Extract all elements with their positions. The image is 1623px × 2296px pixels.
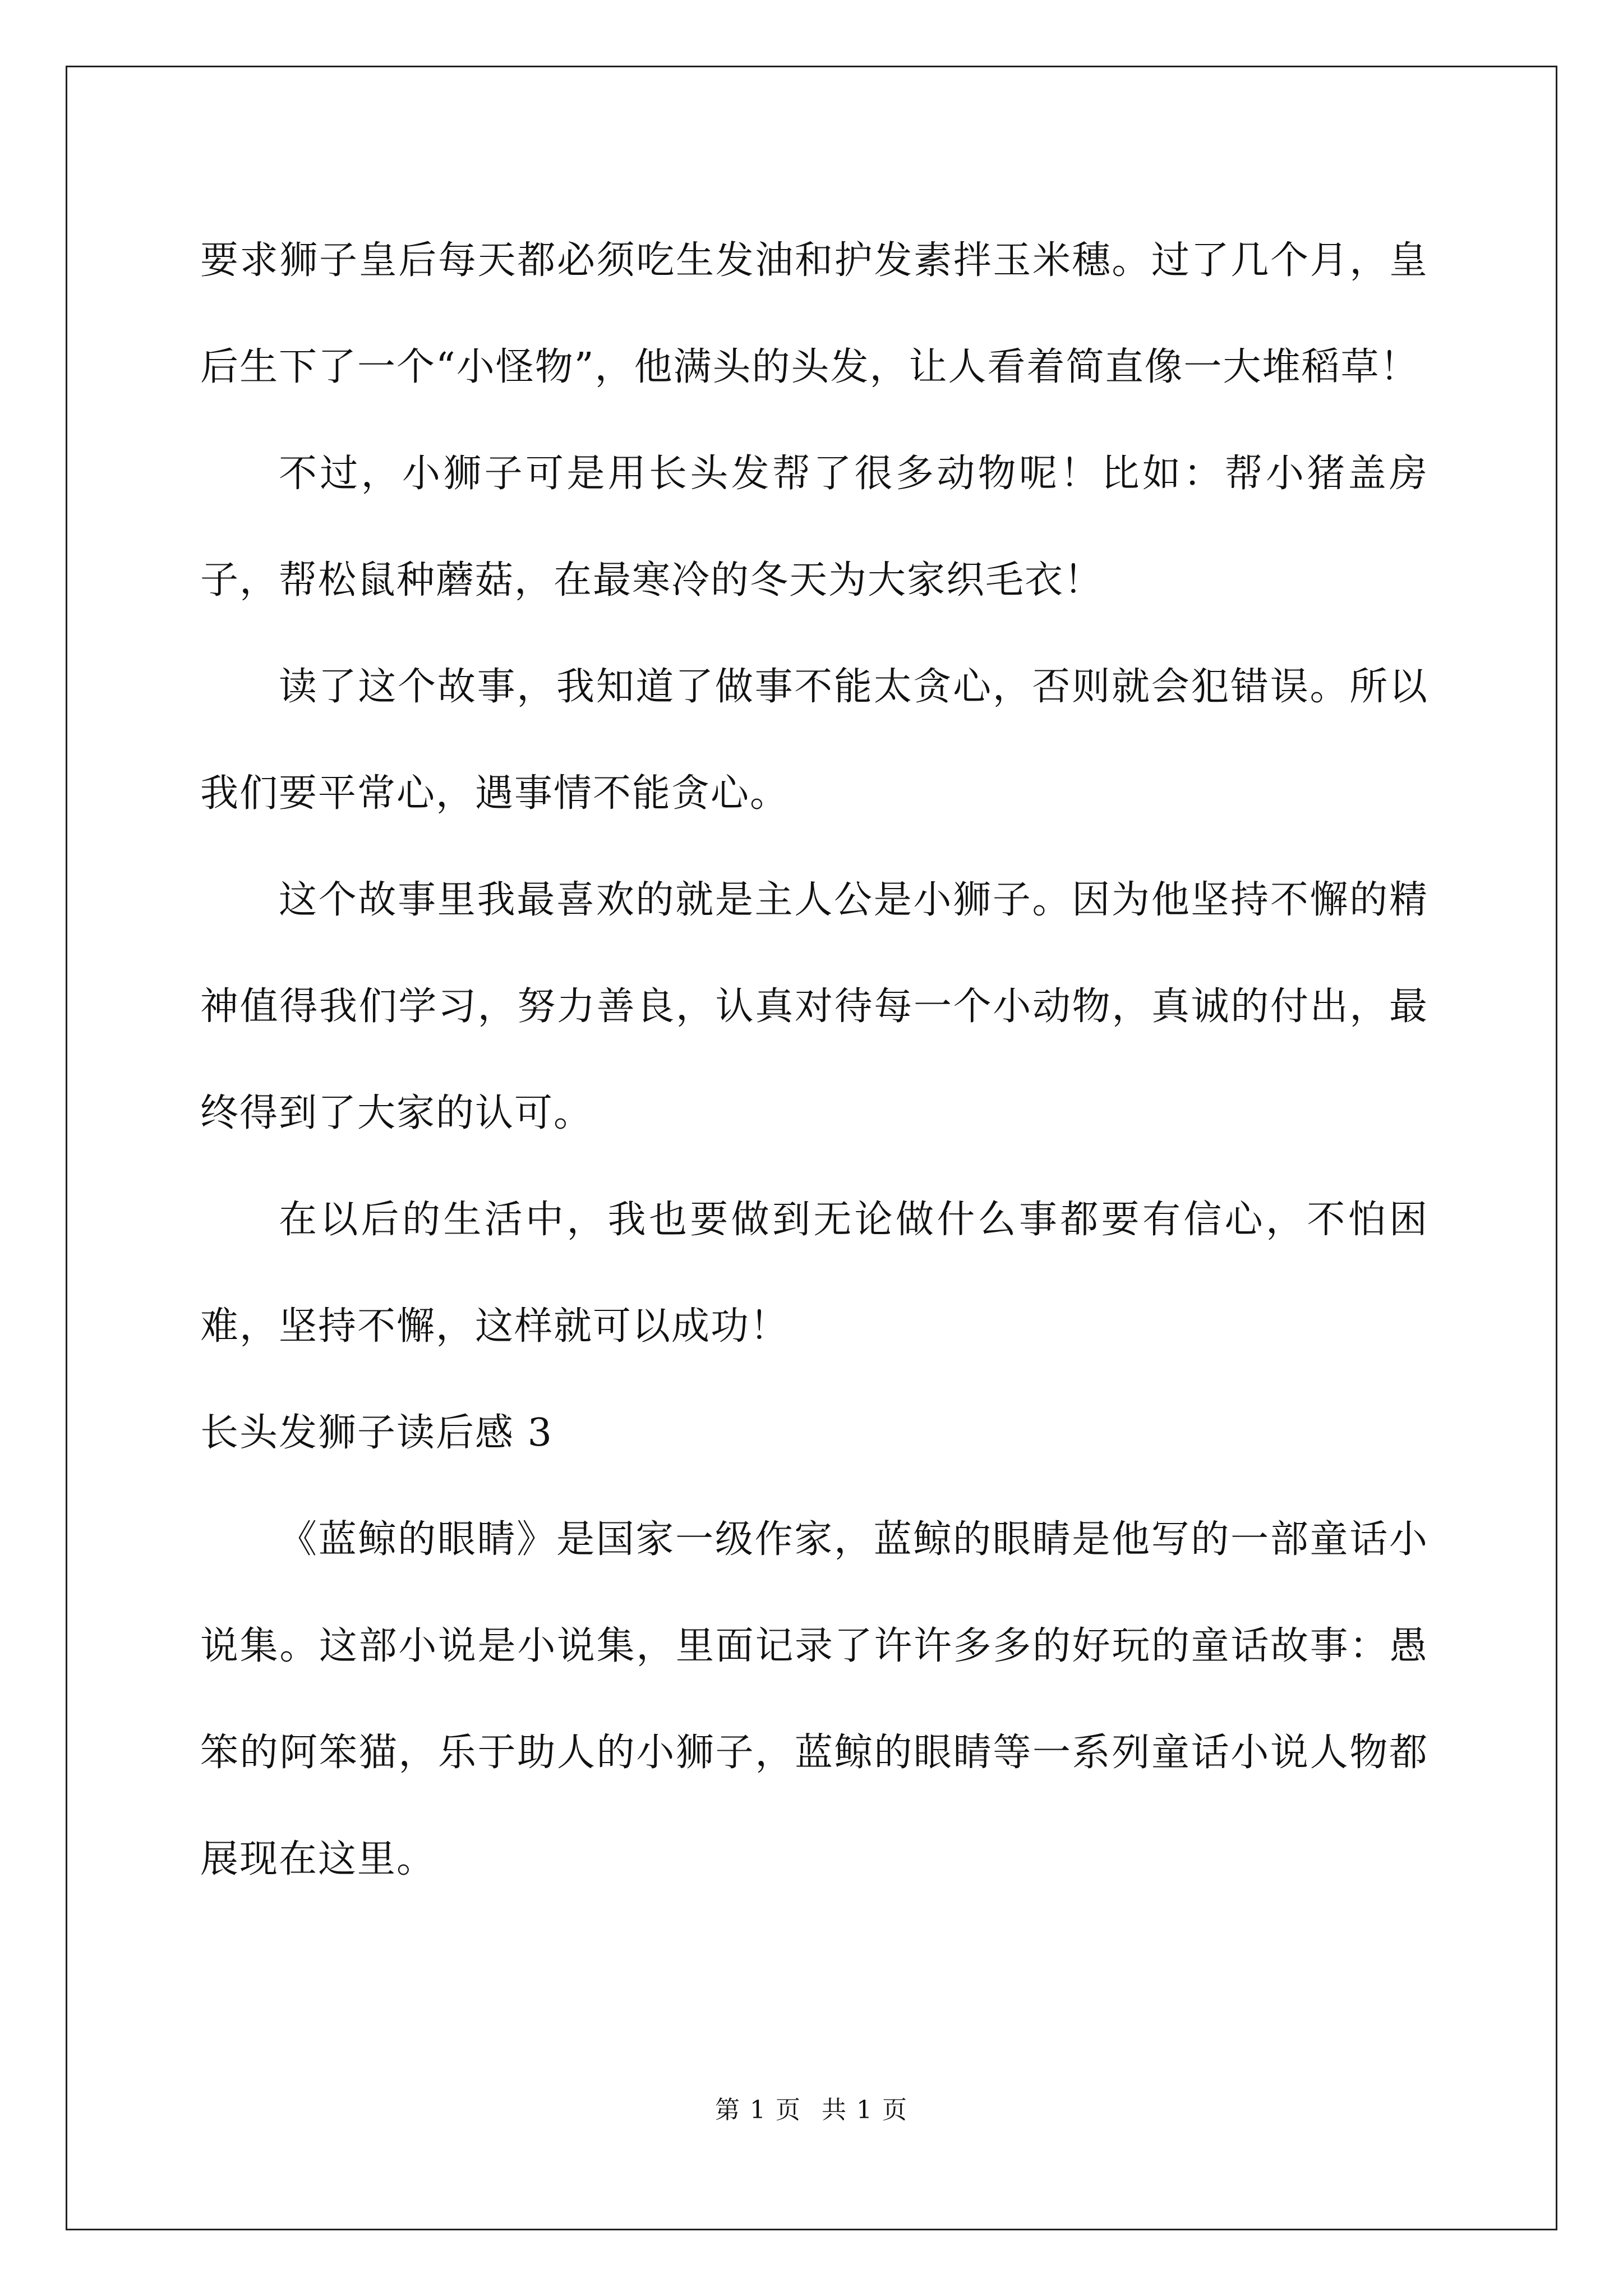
section-heading: 长头发狮子读后感 3	[200, 1411, 553, 1455]
paragraph-6: 《蓝鲸的眼睛》是国家一级作家，蓝鲸的眼睛是他写的一部童话小说集。这部小说是小说集，里面记录了许许多多的好玩的童话故事：愚笨的阿笨猫，乐于助人的小狮子，蓝鲸的眼睛等一系列童话小说人物都展现在这里。	[200, 1517, 1428, 1881]
paragraph-3: 读了这个故事，我知道了做事不能太贪心，否则就会犯错误。所以我们要平常心，遇事情不能贪心。	[200, 665, 1428, 816]
document-body	[200, 208, 1428, 1913]
page-total: 共 1 页	[822, 2096, 908, 2124]
paragraph-1: 要求狮子皇后每天都必须吃生发油和护发素拌玉米穗。过了几个月，皇后生下了一个“小怪物”，他满头的头发，让人看着简直像一大堆稻草！	[200, 238, 1428, 389]
paragraph-4: 这个故事里我最喜欢的就是主人公是小狮子。因为他坚持不懈的精神值得我们学习，努力善良，认真对待每一个小动物，真诚的付出，最终得到了大家的认可。	[200, 878, 1428, 1135]
page-footer	[0, 2090, 1623, 2125]
paragraph-5: 在以后的生活中，我也要做到无论做什么事都要有信心，不怕困难，坚持不懈，这样就可以成功！	[200, 1198, 1428, 1349]
page-number: 第 1 页	[715, 2096, 801, 2124]
paragraph-2: 不过，小狮子可是用长头发帮了很多动物呢！比如：帮小猪盖房子，帮松鼠种蘑菇，在最寒冷的冬天为大家织毛衣！	[200, 452, 1428, 602]
